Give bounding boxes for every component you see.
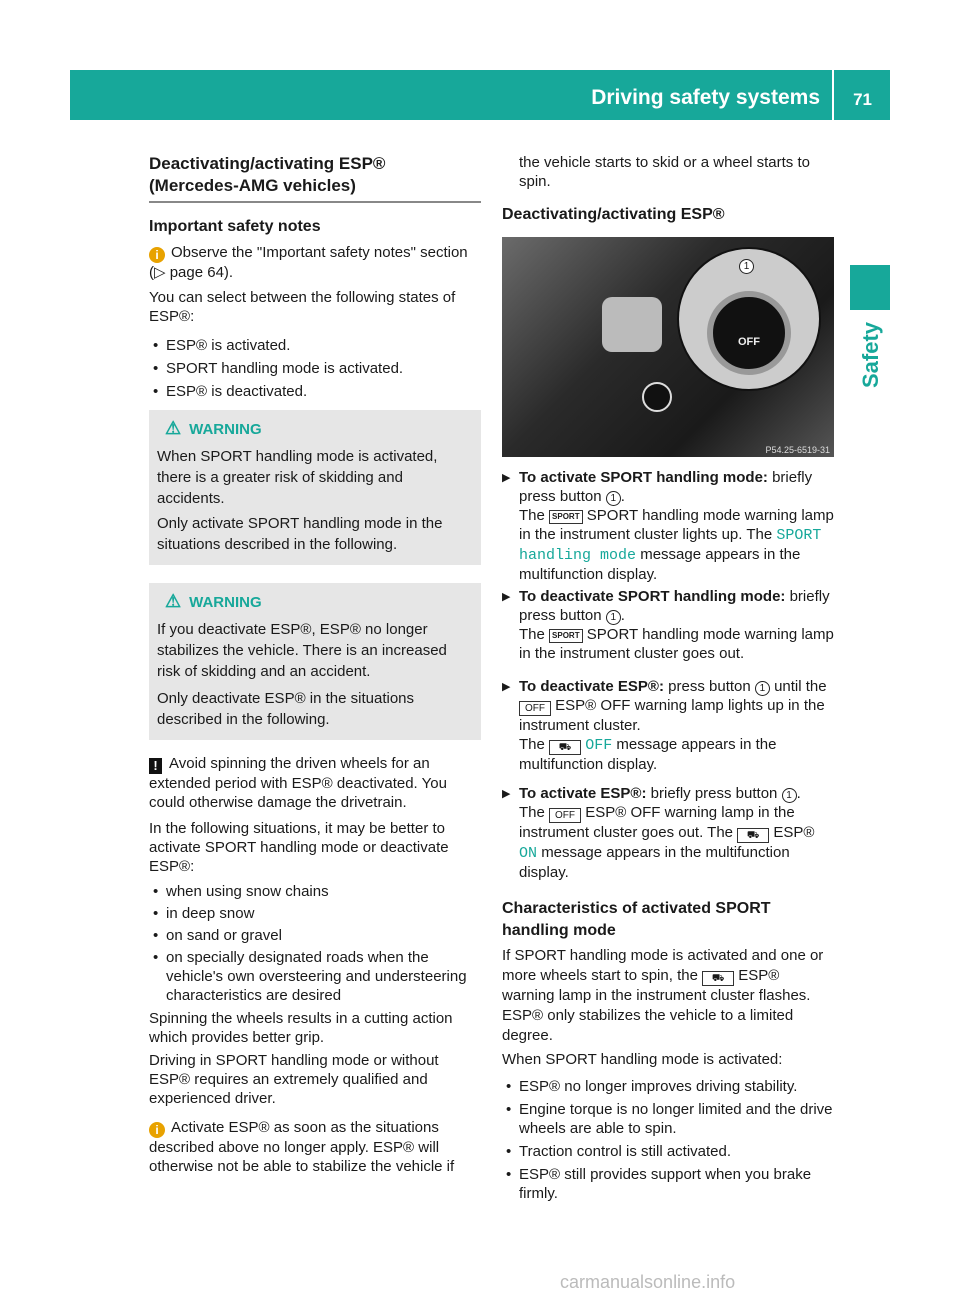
callout-1: 1 — [739, 259, 754, 274]
callout-1: 1 — [755, 681, 770, 696]
subheading: Deactivating/activating ESP® — [502, 206, 725, 223]
list-item: • SPORT handling mode is activated. — [149, 357, 481, 380]
info-icon: i — [149, 247, 165, 263]
page-heading — [149, 153, 481, 203]
list-item: • Traction control is still activated. — [502, 1142, 836, 1161]
list-item: • ESP® is activated. — [149, 334, 481, 357]
callout-1: 1 — [782, 788, 797, 803]
step: ▶ To deactivate ESP®: press button 1 until the OFF ESP® OFF warning lamp lights up in the instrument cluster. The ⛟ OFF message appears in the multifunction display. — [502, 677, 836, 774]
list-item: • on specially designated roads when the vehicle's own oversteering and understeering characteristics are desired — [149, 948, 481, 1005]
info-note: i Activate ESP® as soon as the situations described above no longer apply. ESP® will otherwise not be able to stabilize the vehicle if — [149, 1119, 455, 1175]
paragraph: the vehicle starts to skid or a wheel starts to spin. — [519, 154, 810, 190]
paragraph: When SPORT handling mode is activated: — [502, 1051, 783, 1068]
warning-text: If you deactivate ESP®, ESP® no longer stabilizes the vehicle. There is an increased risk of skidding and an accident. — [157, 621, 447, 680]
list-item: • Engine torque is no longer limited and the drive wheels are able to spin. — [502, 1100, 836, 1138]
step: ▶ To deactivate SPORT handling mode: briefly press button 1 . The SPORT SPORT handling mode warning lamp in the instrument cluster goes out. — [502, 587, 836, 663]
callout-1: 1 — [606, 610, 621, 625]
esp-off-button: OFF — [707, 291, 791, 375]
step: ▶ To activate ESP®: briefly press button 1 . The OFF ESP® OFF warning lamp in the instrument cluster goes out. The ⛟ ESP® ON message appears in the multifunction display. — [502, 784, 836, 882]
info-icon: i — [149, 1122, 165, 1138]
warning-text: Only activate SPORT handling mode in the situations described in the following. — [157, 515, 443, 553]
heading-line: Deactivating/activating ESP® — [149, 154, 386, 173]
instructions — [502, 468, 836, 1203]
paragraph: In the following situations, it may be better to activate SPORT handling mode or deactivate ESP®: — [149, 820, 449, 875]
right-column — [502, 153, 836, 224]
list-item: • ESP® still provides support when you brake firmly. — [502, 1165, 836, 1203]
list-item: • ESP® is deactivated. — [149, 380, 481, 403]
warning-box: ⚠ WARNING When SPORT handling mode is activated, there is a greater risk of skidding and accidents. Only activate SPORT handling mode in the situations described in the following. — [149, 410, 481, 565]
divider — [832, 70, 834, 120]
step: ▶ To activate SPORT handling mode: briefly press button 1 . The SPORT SPORT handling mode warning lamp in the instrument cluster lights up. The SPORT handling mode message appears in the multifunction display. — [502, 468, 836, 584]
page-number: 71 — [853, 90, 872, 109]
left-column — [149, 153, 481, 1176]
image-code: P54.25-6519-31 — [765, 445, 830, 455]
esp-lamp-icon: ⛟ — [549, 740, 581, 755]
subheading: Characteristics of activated SPORT handling mode — [502, 900, 771, 939]
paragraph: If SPORT handling mode is activated and one or more wheels start to spin, the ⛟ ESP® warning lamp in the instrument cluster flashes. ESP® only stabilizes the vehicle to a limited degree. — [502, 947, 824, 1044]
section-title: Driving safety systems — [591, 86, 820, 109]
paragraph: You can select between the following states of ESP®: — [149, 289, 456, 325]
exclamation-icon: ! — [149, 758, 162, 774]
sport-lamp-icon: SPORT — [549, 629, 583, 643]
heading-line: (Mercedes-AMG vehicles) — [149, 176, 356, 195]
list-item: • when using snow chains — [149, 882, 481, 901]
zoom-circle — [677, 247, 821, 391]
info-note: i Observe the "Important safety notes" section (▷ page 64). — [149, 244, 468, 281]
list-item: • ESP® no longer improves driving stability. — [502, 1077, 836, 1096]
paragraph: Spinning the wheels results in a cutting action which provides better grip. — [149, 1010, 453, 1046]
warning-box: ⚠ WARNING If you deactivate ESP®, ESP® no longer stabilizes the vehicle. There is an increased risk of skidding and an accident. Only deactivate ESP® in the situations described in the following. — [149, 583, 481, 740]
chapter-label: Safety — [858, 321, 883, 389]
esp-lamp-icon: ⛟ — [702, 971, 734, 986]
warning-icon: ⚠ — [165, 418, 182, 438]
chapter-tab — [850, 265, 890, 310]
esp-button — [642, 382, 672, 412]
gear-selector — [602, 297, 662, 352]
page-header — [70, 70, 890, 120]
list-item: • in deep snow — [149, 904, 481, 923]
esp-off-lamp-icon: OFF — [549, 808, 581, 823]
list-item: • on sand or gravel — [149, 926, 481, 945]
warning-text: When SPORT handling mode is activated, there is a greater risk of skidding and accidents. — [157, 448, 438, 507]
warning-text: Only deactivate ESP® in the situations described in the following. — [157, 690, 415, 728]
console-photo — [502, 237, 834, 457]
esp-off-lamp-icon: OFF — [519, 701, 551, 716]
sport-lamp-icon: SPORT — [549, 510, 583, 524]
caution-note: ! Avoid spinning the driven wheels for an extended period with ESP® deactivated. You could otherwise damage the drivetrain. — [149, 755, 447, 811]
callout-1: 1 — [606, 491, 621, 506]
warning-icon: ⚠ — [165, 591, 182, 611]
paragraph: Driving in SPORT handling mode or without ESP® requires an extremely qualified and experienced driver. — [149, 1052, 439, 1107]
subheading: Important safety notes — [149, 218, 321, 235]
watermark: carmanualsonline.info — [560, 1272, 736, 1292]
esp-lamp-icon: ⛟ — [737, 828, 769, 843]
